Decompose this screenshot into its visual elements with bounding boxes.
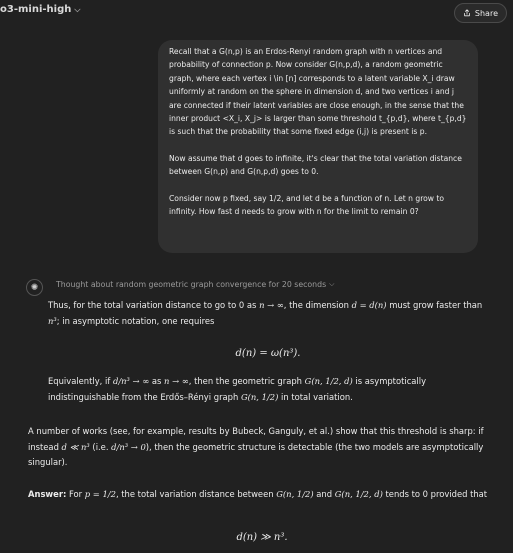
model-name: o3-mini-high xyxy=(0,4,72,15)
chevron-down-icon: ⌵ xyxy=(329,280,335,288)
share-label: Share xyxy=(474,8,498,18)
math-inline: G(n, 1/2, d) xyxy=(304,376,353,386)
math-inline: n → ∞ xyxy=(259,300,284,310)
answer-label: Answer: xyxy=(28,489,67,499)
display-equation-1: d(n) = ω(n³). xyxy=(235,348,301,359)
user-message-bubble xyxy=(158,40,478,253)
share-button[interactable] xyxy=(454,3,507,23)
response-paragraph-4: Answer: For p = 1/2, the total variation distance between G(n, 1/2) and G(n, 1/2, d) tends to 0 provided that xyxy=(28,489,488,499)
math-inline: n³ xyxy=(48,315,57,326)
math-inline: G(n, 1/2) xyxy=(276,489,314,499)
thought-label: Thought about random geometric graph convergence for 20 seconds xyxy=(56,280,327,289)
math-inline: n → ∞ xyxy=(164,376,189,386)
chevron-down-icon: ⌵ xyxy=(74,4,81,14)
model-selector[interactable] xyxy=(0,4,80,15)
math-inline: p = 1/2 xyxy=(84,489,116,499)
user-message-paragraph: Now assume that d goes to infinite, it's clear that the total variation distance between G(n,p) and G(n,p,d) goes to 0. xyxy=(169,153,462,177)
display-equation-2: d(n) ≫ n³. xyxy=(236,532,288,543)
math-inline: G(n, 1/2, d) xyxy=(334,489,383,499)
thought-toggle[interactable] xyxy=(56,280,334,289)
math-inline: G(n, 1/2) xyxy=(240,391,279,402)
math-inline: d = d(n) xyxy=(351,300,387,310)
openai-logo-icon: ✺ xyxy=(26,279,43,296)
response-paragraph-3: A number of works (see, for example, results by Bubeck, Ganguly, et al.) show that this threshold is sharp: if instead d ≪ n³ (i.e. d/n³ → 0), then the geometric structure is detectable (the two models are asymptotically singular). xyxy=(28,426,484,467)
math-inline: d ≪ n³ xyxy=(61,441,90,452)
response-paragraph-1: Thus, for the total variation distance to go to 0 as n → ∞, the dimension d = d(n) must grow faster than n³; in asymptotic notation, one requires xyxy=(48,300,483,326)
math-inline: d/n³ → ∞ xyxy=(112,376,150,386)
user-message-paragraph: Consider now p fixed, say 1/2, and let d be a function of n. Let n grow to infinity. How fast d needs to grow with n for the limit to remain 0? xyxy=(169,193,445,217)
response-paragraph-2: Equivalently, if d/n³ → ∞ as n → ∞, then the geometric graph G(n, 1/2, d) is asymptotically indistinguishable from the Erdős–Rényi graph G(n, 1/2) in total variation. xyxy=(48,376,427,402)
math-inline: d/n³ → 0 xyxy=(111,441,146,452)
user-message-paragraph: Recall that a G(n,p) is an Erdos-Renyi random graph with n vertices and probability of connection p. Now consider G(n,p,d), a random geometric graph, where each vertex i \in [n] corresponds to a latent variable X_i draw uniformly at random on the sphere in dimension d, and two vertices i and j are connected if their latent variables are close enough, in the sense that the inner product <X_i, X_j> is larger than some threshold t_{p,d}, where t_{p,d} is such that the probability that some fixed edge (i,j) is present is p. xyxy=(169,47,467,137)
share-icon xyxy=(463,9,471,17)
top-bar xyxy=(0,0,513,26)
